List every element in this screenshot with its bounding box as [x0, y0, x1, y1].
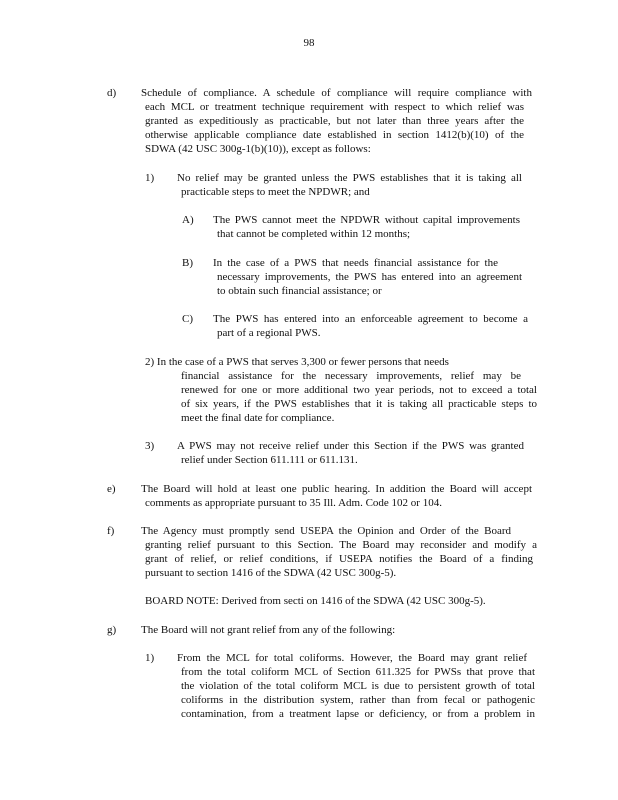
text-line: meet the final date for compliance.: [181, 412, 335, 424]
section-g-paragraph: [141, 623, 395, 637]
item-d1B-label: B): [182, 257, 193, 269]
text-line: The PWS cannot meet the NPDWR without capital improvements: [213, 214, 520, 226]
section-d-label: d): [107, 87, 117, 99]
text-line: The Board will hold at least one public hearing. In addition the Board will accept: [141, 483, 532, 495]
item-d1-label: 1): [145, 172, 155, 184]
item-d3-paragraph: [177, 439, 524, 467]
text-line: granting relief pursuant to this Section. The Board may reconsider and modify a: [145, 539, 537, 551]
text-line: Schedule of compliance. A schedule of compliance will require compliance with: [141, 87, 532, 99]
text-line: each MCL or treatment technique requirement with respect to which relief was: [145, 101, 524, 113]
text-line: financial assistance for the necessary improvements, relief may be: [181, 370, 521, 382]
text-line: The Agency must promptly send USEPA the Opinion and Order of the Board: [141, 525, 511, 537]
text-line: the violation of the total coliform MCL is due to persistent growth of total: [181, 680, 535, 692]
text-line: comments as appropriate pursuant to 35 Ill. Adm. Code 102 or 104.: [145, 497, 442, 509]
text-line: practicable steps to meet the NPDWR; and: [181, 186, 370, 198]
text-line: No relief may be granted unless the PWS establishes that it is taking all: [177, 172, 522, 184]
section-f-paragraph: [141, 524, 537, 580]
text-line: part of a regional PWS.: [217, 327, 321, 339]
board-note: [145, 594, 486, 608]
section-g-label: g): [107, 624, 117, 636]
text-line: The PWS has entered into an enforceable agreement to become a: [213, 313, 528, 325]
item-d1B-paragraph: [213, 256, 522, 298]
section-e-paragraph: [141, 482, 532, 510]
text-line: pursuant to section 1416 of the SDWA (42 USC 300g-5).: [145, 567, 397, 579]
text-line: granted as expeditiously as practicable, but not later than three years after the: [145, 115, 524, 127]
text-line: from the total coliform MCL of Section 611.325 for PWSs that prove that: [181, 666, 535, 678]
text-line: grant of relief, or relief conditions, if USEPA notifies the Board of a finding: [145, 553, 533, 565]
text-line: In the case of a PWS that needs financial assistance for the: [213, 257, 498, 269]
text-line: to obtain such financial assistance; or: [217, 285, 382, 297]
text-line: otherwise applicable compliance date established in section 1412(b)(10) of the: [145, 129, 524, 141]
item-d1A-label: A): [182, 214, 194, 226]
item-d3-label: 3): [145, 440, 155, 452]
text-line: SDWA (42 USC 300g-1(b)(10)), except as follows:: [145, 143, 371, 155]
text-line: of six years, if the PWS establishes that it is taking all practicable steps to: [181, 398, 537, 410]
section-e-label: e): [107, 483, 116, 495]
item-d1C-label: C): [182, 313, 193, 325]
item-g1-paragraph: [177, 651, 535, 721]
text-line: contamination, from a treatment lapse or deficiency, or from a problem in: [181, 708, 535, 720]
text-line: that cannot be completed within 12 months;: [217, 228, 411, 240]
item-d1A-paragraph: [213, 213, 520, 241]
item-d2-paragraph: [145, 355, 537, 425]
item-d1C-paragraph: [213, 312, 528, 340]
text-line: necessary improvements, the PWS has entered into an agreement: [217, 271, 522, 283]
text-line: A PWS may not receive relief under this Section if the PWS was granted: [177, 440, 524, 452]
text-line: BOARD NOTE: Derived from secti on 1416 of the SDWA (42 USC 300g-5).: [145, 595, 486, 607]
text-line: 2) In the case of a PWS that serves 3,300 or fewer persons that needs: [145, 356, 449, 368]
text-line: relief under Section 611.111 or 611.131.: [181, 454, 358, 466]
section-d-paragraph: [141, 86, 532, 156]
text-line: The Board will not grant relief from any of the following:: [141, 624, 396, 636]
text-line: From the MCL for total coliforms. However, the Board may grant relief: [177, 652, 527, 664]
item-g1-label: 1): [145, 652, 155, 664]
page-number: 98: [303, 37, 315, 49]
section-f-label: f): [107, 525, 115, 537]
item-d1-paragraph: [177, 171, 522, 199]
text-line: renewed for one or more additional two year periods, not to exceed a total: [181, 384, 537, 396]
text-line: coliforms in the distribution system, rather than from fecal or pathogenic: [181, 694, 535, 706]
